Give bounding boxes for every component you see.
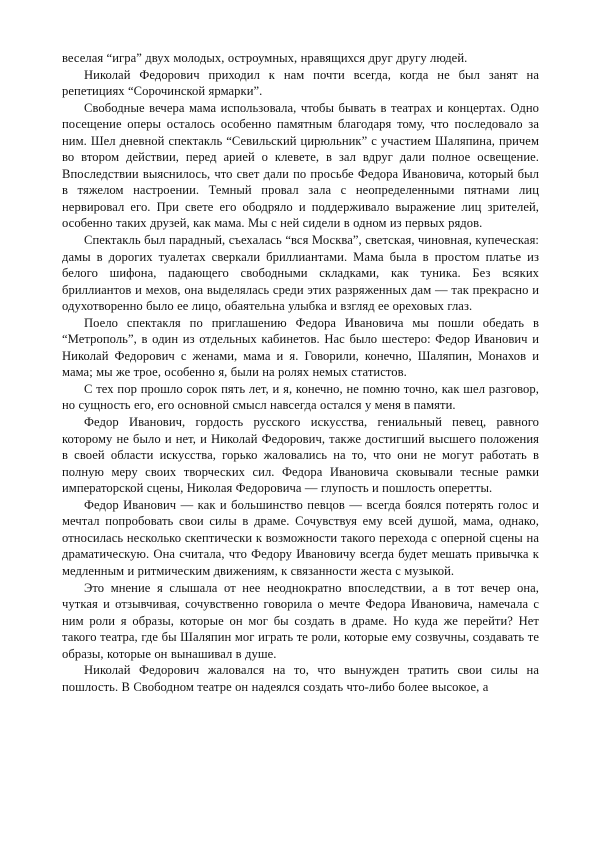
paragraph: С тех пор прошло сорок пять лет, и я, конечно, не помню точно, как шел разговор, но сущность его, его основной смысл навсегда остался у меня в памяти. xyxy=(62,381,539,413)
paragraph: Николай Федорович жаловался на то, что вынужден тратить свои силы на пошлость. В Свободном театре он надеялся создать что-либо более высокое, а xyxy=(62,663,539,694)
paragraph: Свободные вечера мама использовала, чтобы бывать в театрах и концертах. Одно посещение оперы осталось особенно памятным благодаря тому, что последовало за ним. Шел дневной спектакль “Севильский цирюльник” с участием Шаляпина, причем во втором действии, перед арией о клевете, в зал вдруг дали полное освещение. Впоследствии выяснилось, что свет дали по просьбе Федора Ивановича, который был в тяжелом настроении. Темный провал зала с неопределенными пятнами лиц нервировал его. При свете его ободряло и поддерживало выражение лиц зрителей, особенно таких друзей, как мама. Мы с ней сидели в одном из первых рядов. xyxy=(62,100,539,231)
paragraph: Поело спектакля по приглашению Федора Ивановича мы пошли обедать в “Метрополь”, в один из отдельных кабинетов. Нас было шестеро: Федор Иванович и Николай Федорович с женами, мама и я. Говорили, конечно, Шаляпин, Монахов и мама; мы же трое, особенно я, были на ролях немых статистов. xyxy=(62,315,539,380)
paragraph: Спектакль был парадный, съехалась “вся Москва”, светская, чиновная, купеческая: дамы в дорогих туалетах сверкали бриллиантами. Мама была в простом платье из белого шифона, падающего свободными складками, как туника. Без всяких бриллиантов и мехов, она выделялась среди этих разряженных дам — так прекрасно и одухотворенно было ее лицо, обаятельна улыбка и взгляд ее ореховых глаз. xyxy=(62,233,539,314)
paragraph: веселая “игра” двух молодых, остроумных, нравящихся друг другу людей. xyxy=(62,51,468,65)
paragraph: Николай Федорович приходил к нам почти всегда, когда не был занят на репетициях “Сорочинской ярмарки”. xyxy=(62,67,539,99)
text-column xyxy=(62,50,539,695)
paragraph: Это мнение я слышала от нее неоднократно впоследствии, а в тот вечер она, чуткая и отзывчивая, сочувственно говорила о мечте Федора Ивановича, намечала с ним роли я образы, которые он мог бы создать в драме. Но куда же перейти? Нет такого театра, где бы Шаляпин мог играть те роли, которые ему созвучны, создавать те образы, которые он вынашивал в душе. xyxy=(62,580,539,661)
paragraph: Федор Иванович, гордость русского искусства, гениальный певец, равного которому не было и нет, и Николай Федорович, также достигший высшего положения в своей области искусства, горько жаловались на то, что они не могут работать в полную меру своих творческих сил. Федора Ивановича сковывали тесные рамки императорской сцены, Николая Федоровича — глупость и пошлость оперетты. xyxy=(62,415,539,496)
paragraph: Федор Иванович — как и большинство певцов — всегда боялся потерять голос и мечтал попробовать свои силы в драме. Сочувствуя ему всей душой, мама, однако, относилась несколько скептически к возможности такого перехода с оперной сцены на драматическую. Она считала, что Федору Ивановичу всегда будет мешать привычка к медленным и ритмическим движениям, к связанности жеста с музыкой. xyxy=(62,497,539,578)
